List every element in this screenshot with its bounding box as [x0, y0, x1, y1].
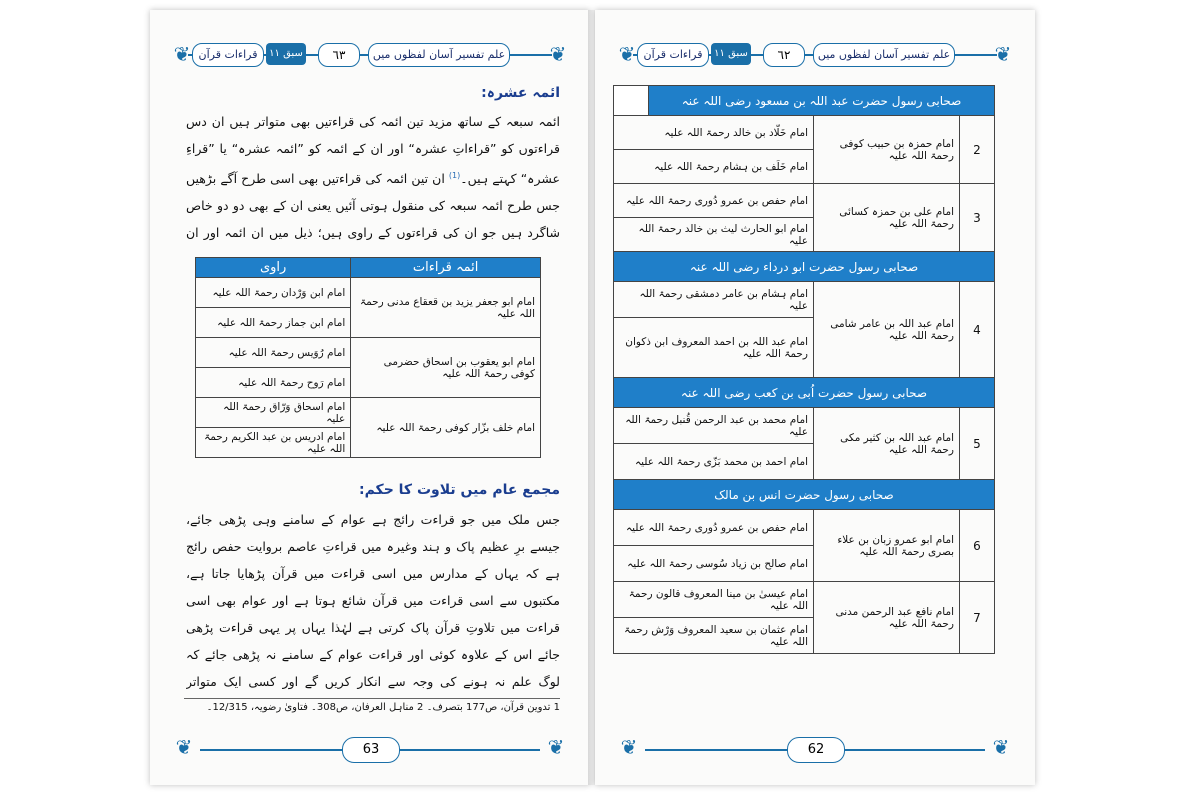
right-page-header [613, 40, 1017, 70]
section-title: صحابی رسول حضرت اُبی بن کعب رضی اللہ عنہ [614, 378, 995, 408]
page-number: 63 [342, 737, 400, 763]
lesson-label: سبق ١١ [266, 43, 306, 65]
lesson-label: سبق ١١ [711, 43, 751, 65]
ornament-icon: ❦ [994, 42, 1012, 66]
chapter-title: قراءات قرآن [192, 43, 264, 67]
table-cell-narrator: امام عبد اللہ بن احمد المعروف ابن ذکوان رحمۃ اللہ علیہ [614, 318, 814, 378]
table-cell-narrator: امام احمد بن محمد بَزّی رحمۃ اللہ علیہ [614, 444, 814, 480]
ornament-icon: ❦ [547, 735, 565, 759]
footnote-ref: (1) [448, 171, 461, 180]
table-cell-narrator: امام ابن جماز رحمۃ اللہ علیہ [196, 308, 351, 338]
left-page-footer [170, 737, 570, 763]
page-number: 62 [787, 737, 845, 763]
paragraph-ruling [186, 506, 560, 696]
table-cell-narrator: امام خَلَف بن ہشام رحمۃ اللہ علیہ [614, 150, 814, 184]
section-title: صحابی رسول حضرت ابو درداء رضی اللہ عنہ [614, 252, 995, 282]
row-number: 7 [960, 582, 995, 654]
table-cell-imam: امام علی بن حمزہ کسائی رحمۃ اللہ علیہ [814, 184, 960, 252]
right-page [595, 10, 1035, 785]
table-cell-imam: امام عبد اللہ بن عامر شامی رحمۃ اللہ علیہ [814, 282, 960, 378]
table-cell-narrator: امام ابو الحارث لیث بن خالد رحمۃ اللہ علیہ [614, 218, 814, 252]
left-page-header [168, 40, 572, 70]
left-page [150, 10, 590, 785]
paragraph-text: ان تین ائمہ کی قراءتیں بھی اسی طرح آگے بڑھیں جس طرح ائمہ سبعہ کی منقول ہوتی آئیں یعنی ان کے بھی دو دو خاص شاگرد ہیں جو ان کی قراءتوں کے راوی ہیں؛ ذیل میں ان ائمہ اور ان [186, 171, 560, 241]
paragraph-text: ائمہ سبعہ کے ساتھ مزید تین ائمہ کی قراءتیں بھی متواتر ہیں ان دس قراءتوں کو ”قراءاتِ عشرہ“ اور ان کے ائمہ کو ”ائمہ عشرہ“ یا ”قراءِ عشرہ“ کہتے ہیں۔ [186, 114, 560, 187]
table-cell-imam: امام عبد اللہ بن کثیر مکی رحمۃ اللہ علیہ [814, 408, 960, 480]
empty-cell [614, 86, 649, 116]
table-cell-narrator: امام ابن وَرْدان رحمۃ اللہ علیہ [196, 278, 351, 308]
ornament-icon: ❦ [618, 42, 636, 66]
header-page-number: ٦٣ [318, 43, 360, 67]
table-cell-imam: امام نافع عبد الرحمن مدنی رحمۃ اللہ علیہ [814, 582, 960, 654]
row-number: 3 [960, 184, 995, 252]
section-title: صحابی رسول حضرت انس بن مالک [614, 480, 995, 510]
table-cell-narrator: امام ہشام بن عامر دمشقی رحمۃ اللہ علیہ [614, 282, 814, 318]
heading-public-recitation: مجمع عام میں تلاوت کا حکم: [358, 482, 560, 498]
row-number: 2 [960, 116, 995, 184]
book-title: علم تفسیر آسان لفظوں میں [368, 43, 510, 67]
table-header: راوی [196, 258, 351, 278]
table-cell-narrator: امام ادریس بن عبد الکریم رحمۃ اللہ علیہ [196, 428, 351, 458]
ornament-icon: ❦ [175, 735, 193, 759]
qiraat-table [195, 257, 541, 458]
table-cell-imam: امام ابو جعفر یزید بن قعقاع مدنی رحمۃ اللہ علیہ [351, 278, 541, 338]
table-cell-narrator: امام صالح بن زیاد سُوسی رحمۃ اللہ علیہ [614, 546, 814, 582]
right-page-footer [615, 737, 1015, 763]
section-title: صحابی رسول حضرت عبد اللہ بن مسعود رضی اللہ عنہ [649, 86, 995, 116]
table-cell-narrator: امام حفص بن عمرو دُوری رحمۃ اللہ علیہ [614, 184, 814, 218]
row-number: 6 [960, 510, 995, 582]
footnotes: 1 تدوین قرآن، ص177 بتصرف۔ 2 مناہل العرفان، ص308۔ فتاویٰ رضویہ، 12/315۔ [184, 698, 560, 713]
table-cell-narrator: امام عثمان بن سعید المعروف وَرْش رحمۃ اللہ علیہ [614, 618, 814, 654]
open-book [150, 10, 1040, 795]
table-cell-narrator: امام حفص بن عمرو دُوری رحمۃ اللہ علیہ [614, 510, 814, 546]
table-cell-narrator: امام رَوح رحمۃ اللہ علیہ [196, 368, 351, 398]
table-cell-narrator: امام رُوَیس رحمۃ اللہ علیہ [196, 338, 351, 368]
header-page-number: ٦٢ [763, 43, 805, 67]
row-number: 4 [960, 282, 995, 378]
table-cell-narrator: امام محمد بن عبد الرحمن قُنبل رحمۃ اللہ علیہ [614, 408, 814, 444]
chapter-title: قراءات قرآن [637, 43, 709, 67]
row-number: 5 [960, 408, 995, 480]
table-cell-imam: امام ابو عمرو زبان بن علاء بصری رحمۃ اللہ علیہ [814, 510, 960, 582]
table-cell-narrator: امام عیسیٰ بن مینا المعروف قالون رحمۃ اللہ علیہ [614, 582, 814, 618]
ornament-icon: ❦ [992, 735, 1010, 759]
heading-aimma-ashra: ائمہ عشرہ: [481, 85, 560, 101]
ornament-icon: ❦ [620, 735, 638, 759]
table-cell-imam: امام حمزہ بن حبیب کوفی رحمۃ اللہ علیہ [814, 116, 960, 184]
companions-table [613, 85, 995, 654]
book-title: علم تفسیر آسان لفظوں میں [813, 43, 955, 67]
table-header: ائمہ قراءات [351, 258, 541, 278]
table-cell-imam: امام خلف بزّار کوفی رحمۃ اللہ علیہ [351, 398, 541, 458]
ornament-icon: ❦ [549, 42, 567, 66]
table-cell-imam: امام ابو یعقوب بن اسحاق حضرمی کوفی رحمۃ اللہ علیہ [351, 338, 541, 398]
ornament-icon: ❦ [173, 42, 191, 66]
table-cell-narrator: امام خَلّاد بن خالد رحمۃ اللہ علیہ [614, 116, 814, 150]
paragraph-text: جس ملک میں جو قراءت رائج ہے عوام کے سامنے وہی پڑھی جائے، جیسے برِ عظیم پاک و ہند وغیرہ میں قراءتِ عاصم بروایت حفص رائج ہے کہ یہاں کے مدارس میں اسی قراءت میں قرآن پڑھایا جاتا ہے، مکتبوں سے اسی قراءت میں قرآن شائع ہوتا ہے اور عوام بھی اسی قراءت میں تلاوتِ قرآن پاک کرتی ہے لہٰذا یہاں پر یہی قراءت پڑھی جائے اس کے علاوہ کوئی اور قراءت عوام کے سامنے نہ پڑھی جائے کہ لوگ علم نہ ہونے کی وجہ سے انکار کریں گے اور کسی ایک متواتر [186, 512, 560, 689]
paragraph-intro [186, 108, 560, 248]
table-cell-narrator: امام اسحاق وَرّاق رحمۃ اللہ علیہ [196, 398, 351, 428]
